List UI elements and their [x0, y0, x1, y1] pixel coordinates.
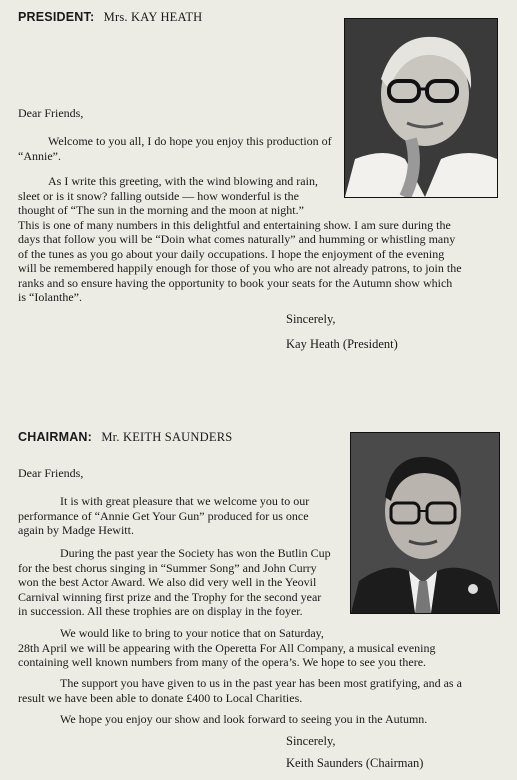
text-line: As I write this greeting, with the wind blowing and rain, — [48, 174, 318, 188]
president-portrait-icon — [345, 19, 497, 197]
text-line: for the best chorus singing in “Summer Song” and John Curry — [18, 560, 317, 575]
president-heading — [18, 10, 202, 25]
text-line: performance of “Annie Get Your Gun” produced for us once — [18, 508, 309, 523]
text-line: days that follow you will be “Doin what comes naturally” and humming or whistling many — [18, 232, 456, 246]
chairman-paragraph-4 — [18, 676, 504, 705]
text-line: This is one of many numbers in this delightful and entertaining show. I am sure during the — [18, 217, 451, 232]
chairman-paragraph-1 — [18, 494, 348, 538]
president-signature: Kay Heath (President) — [286, 337, 398, 351]
text-line: During the past year the Society has won the Butlin Cup — [60, 546, 331, 560]
text-line: in succession. All these trophies are on display in the foyer. — [18, 604, 303, 618]
text-line: sleet or is it snow? falling outside — how wonderful is the — [18, 188, 299, 203]
text-line: won the best Actor Award. We also did very well in the Yeovil — [18, 575, 317, 589]
text-line: Carnival winning first prize and the Trophy for the second year — [18, 589, 322, 604]
chairman-paragraph-2 — [18, 546, 348, 619]
chairman-portrait-icon — [351, 433, 499, 613]
text-line: of the tunes as you go about your daily occupations. I hope the enjoyment of the evening — [18, 246, 445, 261]
chairman-paragraph-5: We hope you enjoy our show and look forward to seeing you in the Autumn. — [60, 712, 428, 726]
text-line: is “Iolanthe”. — [18, 290, 82, 304]
chairman-greeting: Dear Friends, — [18, 466, 84, 480]
chairman-signature: Keith Saunders (Chairman) — [286, 756, 424, 770]
chairman-name: Mr. KEITH SAUNDERS — [101, 430, 233, 444]
chairman-role: CHAIRMAN: — [18, 430, 93, 444]
text-line: thought of “The sun in the morning and the moon at night.” — [18, 203, 304, 217]
text-line: It is with great pleasure that we welcome you to our — [60, 494, 310, 508]
text-line: ranks and so ensure having the opportunity to book your seats for the Autumn show which — [18, 275, 453, 290]
text-line: will be remembered happily enough for those of you who are not already patrons, to join the — [18, 261, 462, 275]
text-line: 28th April we will be appearing with the Operetta For All Company, a musical evening — [18, 640, 436, 655]
president-photo — [344, 18, 498, 198]
chairman-heading — [18, 430, 232, 445]
chairman-photo — [350, 432, 500, 614]
text-line: We would like to bring to your notice that on Saturday, — [60, 626, 324, 640]
president-paragraph-1: Welcome to you all, I do hope you enjoy this production of “Annie”. — [18, 134, 332, 163]
chairman-closing: Sincerely, — [286, 734, 336, 748]
president-closing: Sincerely, — [286, 312, 336, 326]
president-role: PRESIDENT: — [18, 10, 95, 24]
text-line: containing well known numbers from many of the opera’s. We hope to see you there. — [18, 655, 427, 669]
president-name: Mrs. KAY HEATH — [103, 10, 203, 24]
text-line: result we have been able to donate £400 to Local Charities. — [18, 690, 303, 705]
text-line: The support you have given to us in the past year has been most gratifying, and as a — [60, 676, 462, 690]
president-paragraph-2 — [18, 174, 504, 305]
chairman-paragraph-3 — [18, 626, 504, 670]
president-greeting: Dear Friends, — [18, 106, 84, 120]
text-line: again by Madge Hewitt. — [18, 523, 134, 537]
